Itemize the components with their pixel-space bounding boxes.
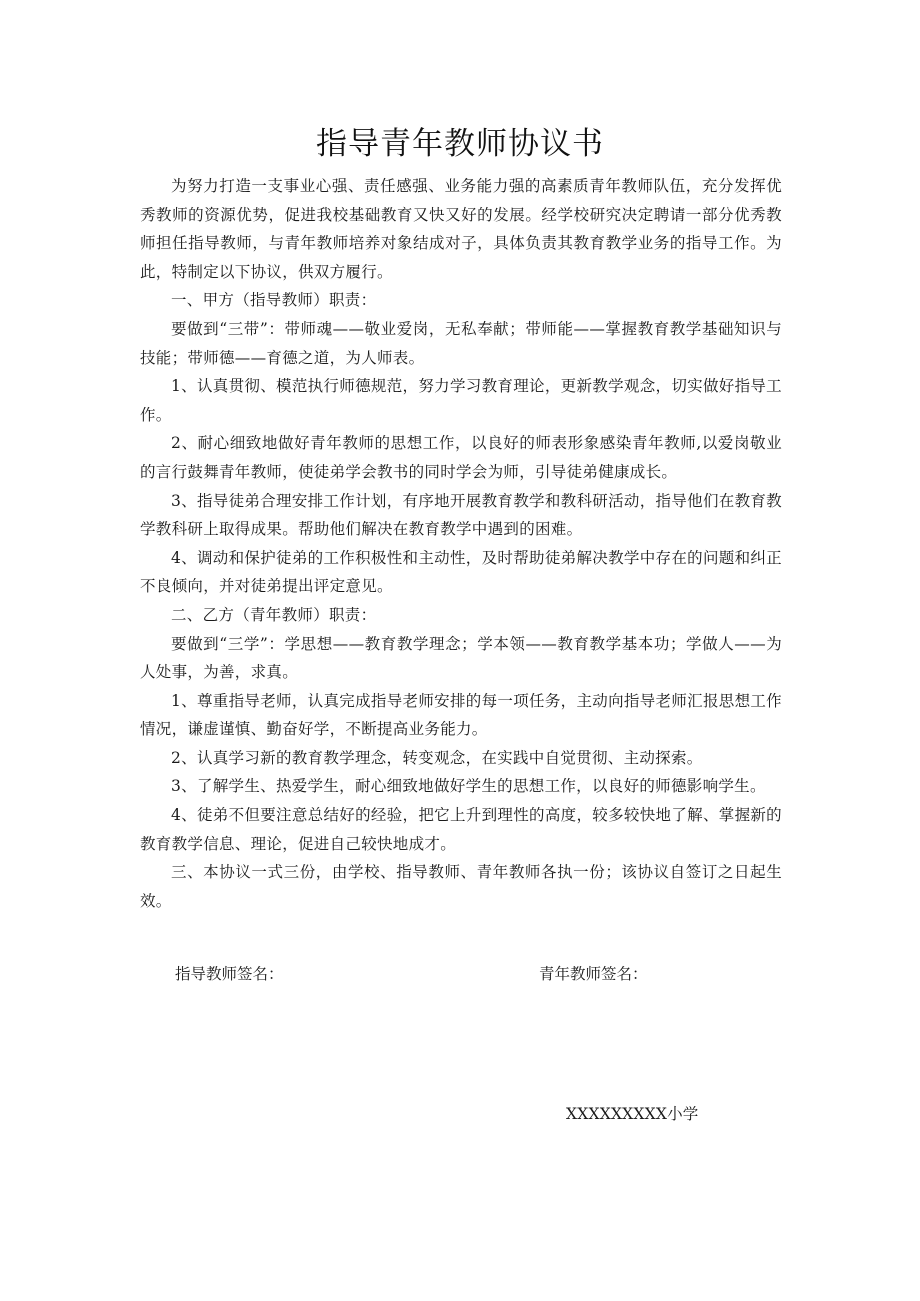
party-a-item-4: 4、调动和保护徒弟的工作积极性和主动性，及时帮助徒弟解决教学中存在的问题和纠正不良倾向，并对徒弟提出评定意见。 [140, 548, 782, 596]
party-b-summary: 要做到“三学”：学思想——教育教学理念；学本领——教育教学基本功；学做人——为人处事，为善，求真。 [140, 634, 782, 682]
school-name: XXXXXXXXX小学 [566, 1105, 699, 1123]
mentor-signature-label: 指导教师签名： [175, 965, 284, 983]
section-heading-party-b: 二、乙方（青年教师）职责： [171, 605, 377, 624]
party-a-item-2: 2、耐心细致地做好青年教师的思想工作，以良好的师表形象感染青年教师,以爱岗敬业的言行鼓舞青年教师，使徒弟学会教书的同时学会为师，引导徒弟健康成长。 [140, 434, 782, 481]
document-title: 指导青年教师协议书 [316, 126, 604, 162]
party-a-item-1: 1、认真贯彻、模范执行师德规范，努力学习教育理论，更新教学观念，切实做好指导工作。 [140, 377, 782, 424]
party-a-summary: 要做到“三带”：带师魂——敬业爱岗，无私奉献；带师能——掌握教育教学基础知识与技能；带师德——育德之道，为人师表。 [140, 319, 782, 367]
party-b-item-4: 4、徒弟不但要注意总结好的经验，把它上升到理性的高度，较多较快地了解、掌握新的教育教学信息、理论，促进自己较快地成才。 [140, 806, 782, 853]
party-b-item-3: 3、了解学生、热爱学生，耐心细致地做好学生的思想工作，以良好的师德影响学生。 [171, 777, 766, 796]
party-b-item-2: 2、认真学习新的教育教学理念，转变观念，在实践中自觉贯彻、主动探索。 [171, 748, 703, 767]
party-a-item-3: 3、指导徒弟合理安排工作计划，有序地开展教育教学和教科研活动，指导他们在教育教学教科研上取得成果。帮助他们解决在教育教学中遇到的困难。 [140, 491, 782, 539]
section-heading-party-a: 一、甲方（指导教师）职责： [171, 291, 377, 310]
young-teacher-signature-label: 青年教师签名： [539, 965, 648, 983]
document-body [140, 172, 782, 915]
section-three-terms: 三、本协议一式三份，由学校、指导教师、青年教师各执一份；该协议自签订之日起生效。 [140, 863, 782, 910]
party-b-item-1: 1、尊重指导老师，认真完成指导老师安排的每一项任务，主动向指导老师汇报思想工作情况，谦虚谨慎、勤奋好学，不断提高业务能力。 [140, 691, 782, 739]
intro-paragraph: 为努力打造一支事业心强、责任感强、业务能力强的高素质青年教师队伍，充分发挥优秀教师的资源优势，促进我校基础教育又快又好的发展。经学校研究决定聘请一部分优秀教师担任指导教师，与青年教师培养对象结成对子，具体负责其教育教学业务的指导工作。为此，特制定以下协议，供双方履行。 [140, 177, 782, 281]
